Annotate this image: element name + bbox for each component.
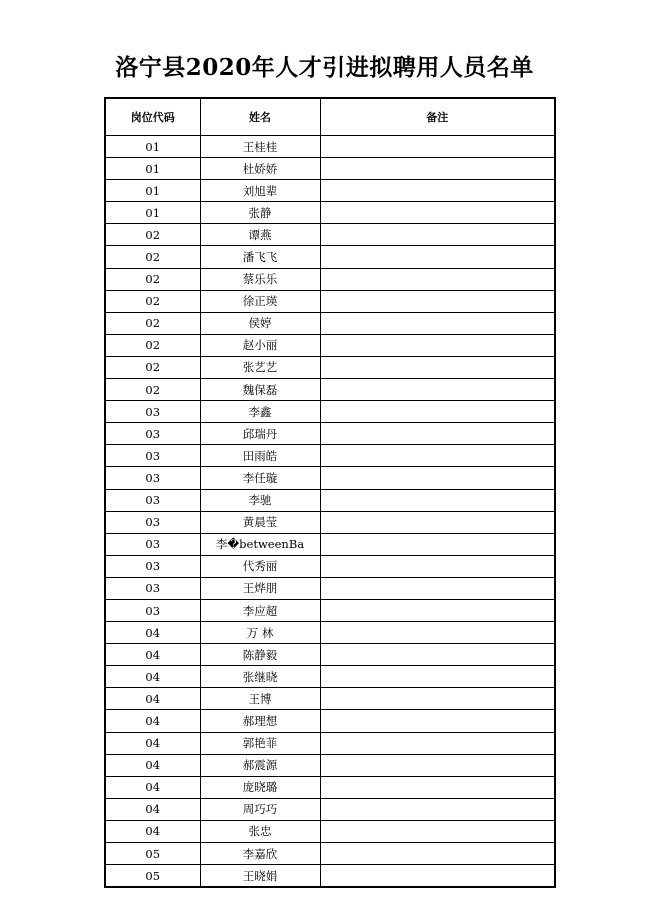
cell-position-code: 02 xyxy=(105,312,200,334)
cell-remarks xyxy=(320,290,555,312)
cell-position-code: 03 xyxy=(105,577,200,599)
cell-remarks xyxy=(320,533,555,555)
cell-name: 周巧巧 xyxy=(200,798,320,820)
table-row xyxy=(105,644,555,666)
cell-position-code: 05 xyxy=(105,865,200,888)
cell-name: 王博 xyxy=(200,688,320,710)
table-row xyxy=(105,732,555,754)
cell-name: 李驰 xyxy=(200,489,320,511)
cell-position-code: 03 xyxy=(105,533,200,555)
header-remarks: 备注 xyxy=(320,98,555,136)
table-row xyxy=(105,688,555,710)
cell-name: 郝震源 xyxy=(200,754,320,776)
cell-name: 潘飞飞 xyxy=(200,246,320,268)
cell-position-code: 04 xyxy=(105,754,200,776)
cell-name: 魏保磊 xyxy=(200,379,320,401)
cell-remarks xyxy=(320,312,555,334)
table-row xyxy=(105,290,555,312)
table-row xyxy=(105,555,555,577)
table-row xyxy=(105,843,555,865)
cell-position-code: 03 xyxy=(105,599,200,621)
table-header-row xyxy=(105,98,555,136)
cell-remarks xyxy=(320,511,555,533)
table-row xyxy=(105,820,555,842)
table-row xyxy=(105,489,555,511)
cell-position-code: 01 xyxy=(105,202,200,224)
table-row xyxy=(105,666,555,688)
cell-remarks xyxy=(320,732,555,754)
header-position-code: 岗位代码 xyxy=(105,98,200,136)
cell-position-code: 05 xyxy=(105,843,200,865)
table-row xyxy=(105,136,555,158)
cell-remarks xyxy=(320,622,555,644)
cell-remarks xyxy=(320,379,555,401)
cell-name: 李应超 xyxy=(200,599,320,621)
cell-remarks xyxy=(320,356,555,378)
cell-remarks xyxy=(320,489,555,511)
cell-remarks xyxy=(320,754,555,776)
cell-remarks xyxy=(320,688,555,710)
table-row xyxy=(105,312,555,334)
cell-remarks xyxy=(320,599,555,621)
cell-name: 黄晨莹 xyxy=(200,511,320,533)
cell-name: 张艺艺 xyxy=(200,356,320,378)
table-row xyxy=(105,511,555,533)
cell-position-code: 01 xyxy=(105,136,200,158)
cell-remarks xyxy=(320,180,555,202)
cell-position-code: 01 xyxy=(105,158,200,180)
table-row xyxy=(105,445,555,467)
table-row xyxy=(105,599,555,621)
cell-position-code: 02 xyxy=(105,246,200,268)
cell-position-code: 03 xyxy=(105,555,200,577)
cell-position-code: 03 xyxy=(105,423,200,445)
table-row xyxy=(105,622,555,644)
roster-body xyxy=(105,136,555,888)
table-row xyxy=(105,798,555,820)
cell-position-code: 03 xyxy=(105,467,200,489)
cell-remarks xyxy=(320,202,555,224)
table-row xyxy=(105,776,555,798)
cell-position-code: 04 xyxy=(105,776,200,798)
cell-position-code: 02 xyxy=(105,356,200,378)
cell-name: 田雨皓 xyxy=(200,445,320,467)
table-row xyxy=(105,467,555,489)
roster-table xyxy=(104,97,556,888)
cell-remarks xyxy=(320,445,555,467)
cell-name: 李任璇 xyxy=(200,467,320,489)
cell-remarks xyxy=(320,224,555,246)
cell-name: 陈静毅 xyxy=(200,644,320,666)
cell-name: 李嘉欣 xyxy=(200,843,320,865)
cell-position-code: 04 xyxy=(105,644,200,666)
cell-position-code: 03 xyxy=(105,511,200,533)
table-row xyxy=(105,246,555,268)
cell-name: 杜娇娇 xyxy=(200,158,320,180)
cell-position-code: 02 xyxy=(105,290,200,312)
cell-position-code: 02 xyxy=(105,268,200,290)
table-row xyxy=(105,423,555,445)
cell-position-code: 04 xyxy=(105,798,200,820)
cell-remarks xyxy=(320,246,555,268)
cell-remarks xyxy=(320,666,555,688)
table-row xyxy=(105,158,555,180)
table-row xyxy=(105,356,555,378)
cell-name: 郭艳菲 xyxy=(200,732,320,754)
cell-remarks xyxy=(320,820,555,842)
cell-remarks xyxy=(320,136,555,158)
cell-name: 蔡乐乐 xyxy=(200,268,320,290)
cell-remarks xyxy=(320,467,555,489)
cell-remarks xyxy=(320,843,555,865)
table-row xyxy=(105,754,555,776)
cell-name: 侯婷 xyxy=(200,312,320,334)
cell-name: 刘旭辈 xyxy=(200,180,320,202)
cell-position-code: 02 xyxy=(105,224,200,246)
cell-position-code: 04 xyxy=(105,688,200,710)
cell-remarks xyxy=(320,334,555,356)
cell-name: 李�betweenBa xyxy=(200,533,320,555)
cell-name: 李鑫 xyxy=(200,401,320,423)
cell-remarks xyxy=(320,423,555,445)
cell-name: 赵小丽 xyxy=(200,334,320,356)
cell-position-code: 01 xyxy=(105,180,200,202)
table-row xyxy=(105,710,555,732)
header-name: 姓名 xyxy=(200,98,320,136)
cell-position-code: 04 xyxy=(105,622,200,644)
cell-remarks xyxy=(320,401,555,423)
table-row xyxy=(105,379,555,401)
cell-remarks xyxy=(320,555,555,577)
cell-position-code: 04 xyxy=(105,732,200,754)
cell-name: 邱瑞丹 xyxy=(200,423,320,445)
cell-name: 郝理想 xyxy=(200,710,320,732)
cell-name: 张静 xyxy=(200,202,320,224)
table-row xyxy=(105,224,555,246)
cell-position-code: 02 xyxy=(105,334,200,356)
cell-name: 张继晓 xyxy=(200,666,320,688)
cell-position-code: 04 xyxy=(105,820,200,842)
cell-name: 王烨朋 xyxy=(200,577,320,599)
table-row xyxy=(105,334,555,356)
cell-name: 徐正瑛 xyxy=(200,290,320,312)
cell-position-code: 03 xyxy=(105,445,200,467)
cell-position-code: 04 xyxy=(105,666,200,688)
cell-remarks xyxy=(320,158,555,180)
cell-remarks xyxy=(320,710,555,732)
cell-name: 庞晓璐 xyxy=(200,776,320,798)
cell-remarks xyxy=(320,865,555,888)
table-row xyxy=(105,577,555,599)
cell-position-code: 04 xyxy=(105,710,200,732)
cell-name: 万 林 xyxy=(200,622,320,644)
cell-position-code: 03 xyxy=(105,489,200,511)
cell-remarks xyxy=(320,776,555,798)
table-row xyxy=(105,865,555,888)
cell-name: 代秀丽 xyxy=(200,555,320,577)
table-row xyxy=(105,401,555,423)
cell-name: 张忠 xyxy=(200,820,320,842)
cell-position-code: 03 xyxy=(105,401,200,423)
table-row xyxy=(105,180,555,202)
cell-position-code: 02 xyxy=(105,379,200,401)
table-row xyxy=(105,268,555,290)
table-row xyxy=(105,533,555,555)
cell-name: 谭燕 xyxy=(200,224,320,246)
cell-remarks xyxy=(320,268,555,290)
cell-name: 王晓娟 xyxy=(200,865,320,888)
table-row xyxy=(105,202,555,224)
page-title: 洛宁县2020年人才引进拟聘用人员名单 xyxy=(115,54,534,81)
cell-remarks xyxy=(320,798,555,820)
cell-name: 王桂桂 xyxy=(200,136,320,158)
cell-remarks xyxy=(320,577,555,599)
cell-remarks xyxy=(320,644,555,666)
